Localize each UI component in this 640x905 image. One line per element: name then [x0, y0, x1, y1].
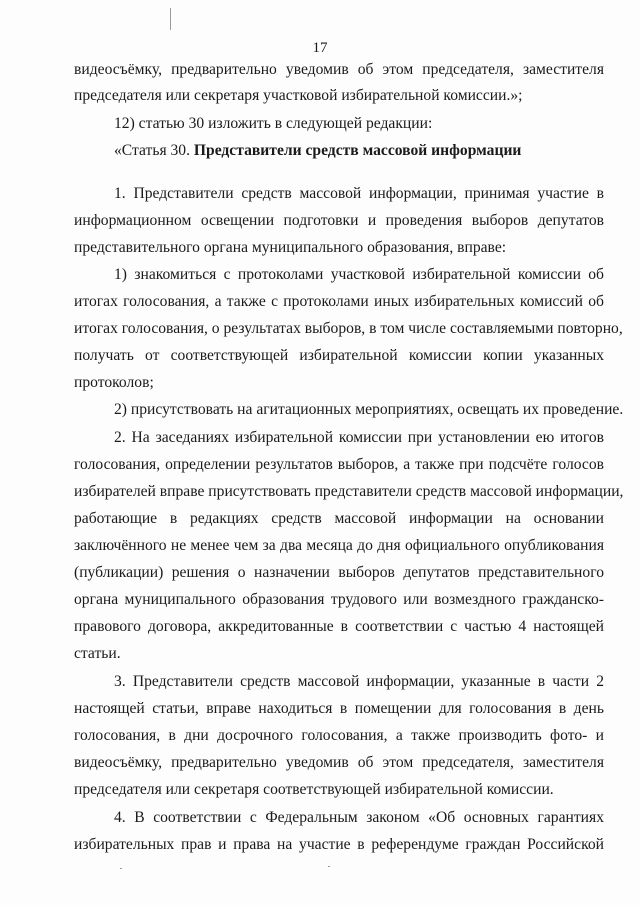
article-heading — [74, 139, 604, 163]
text-line: избирателей вправе присутствовать представители средств массовой информации, — [74, 483, 624, 500]
text-line: 2) присутствовать на агитационных мероприятиях, освещать их проведение. — [114, 401, 624, 418]
text-line: 1) знакомиться с протоколами участковой избирательной комиссии об — [114, 266, 604, 283]
article-number: «Статья 30. — [114, 142, 194, 159]
text-line: итогах голосования, а также с протоколами иных избирательных комиссий об — [74, 293, 604, 310]
text-line: 12) статью 30 изложить в следующей редакции: — [114, 115, 433, 132]
scan-mark — [328, 866, 330, 867]
text-line: 1. Представители средств массовой информации, принимая участие в — [114, 185, 604, 202]
text-line: 3. Представители средств массовой информации, указанные в части 2 — [114, 673, 604, 690]
text-line: протоколов; — [74, 374, 154, 391]
text-line: заключённого не менее чем за два месяца до дня официального опубликования — [74, 537, 604, 554]
text-line: 2. На заседаниях избирательной комиссии при установлении ею итогов — [114, 429, 604, 446]
text-line: информационном освещении подготовки и проведения выборов депутатов — [74, 212, 604, 229]
text-line: статьи. — [74, 645, 121, 662]
text-line: получать от соответствующей избирательной комиссии копии указанных — [74, 347, 604, 364]
article-title: Представители средств массовой информации — [193, 142, 522, 159]
scan-mark — [170, 8, 171, 30]
text-line: органа муниципального образования трудового или возмездного гражданско- — [74, 591, 604, 608]
text-line: 4. В соответствии с Федеральным законом «Об основных гарантиях — [114, 809, 604, 826]
text-line: видеосъёмку, предварительно уведомив об этом председателя, заместителя — [74, 754, 604, 771]
text-line: избирательных прав и права на участие в референдуме граждан Российской — [74, 836, 604, 853]
text-line: представительного органа муниципального образования, вправе: — [74, 239, 507, 256]
text-line: (публикации) решения о назначении выборов депутатов представительного — [74, 564, 604, 581]
scan-mark — [120, 868, 122, 869]
text-line: голосования, в дни досрочного голосования, а также производить фото- и — [74, 727, 604, 744]
text-line: председателя или секретаря участковой избирательной комиссии.»; — [74, 87, 523, 104]
text-line: видеосъёмку, предварительно уведомив об этом председателя, заместителя — [74, 61, 604, 78]
text-line: правового договора, аккредитованные в соответствии с частью 4 настоящей — [74, 618, 604, 635]
text-line: итогах голосования, о результатах выборов, в том числе составляемыми повторно, — [74, 320, 623, 337]
text-line: председателя или секретаря соответствующей избирательной комиссии. — [74, 781, 554, 798]
page-number: 17 — [312, 40, 328, 56]
text-line: настоящей статьи, вправе находиться в помещении для голосования в день — [74, 700, 604, 717]
text-line: работающие в редакциях средств массовой информации на основании — [74, 510, 604, 527]
text-line: голосования, определении результатов выборов, а также при подсчёте голосов — [74, 456, 604, 473]
